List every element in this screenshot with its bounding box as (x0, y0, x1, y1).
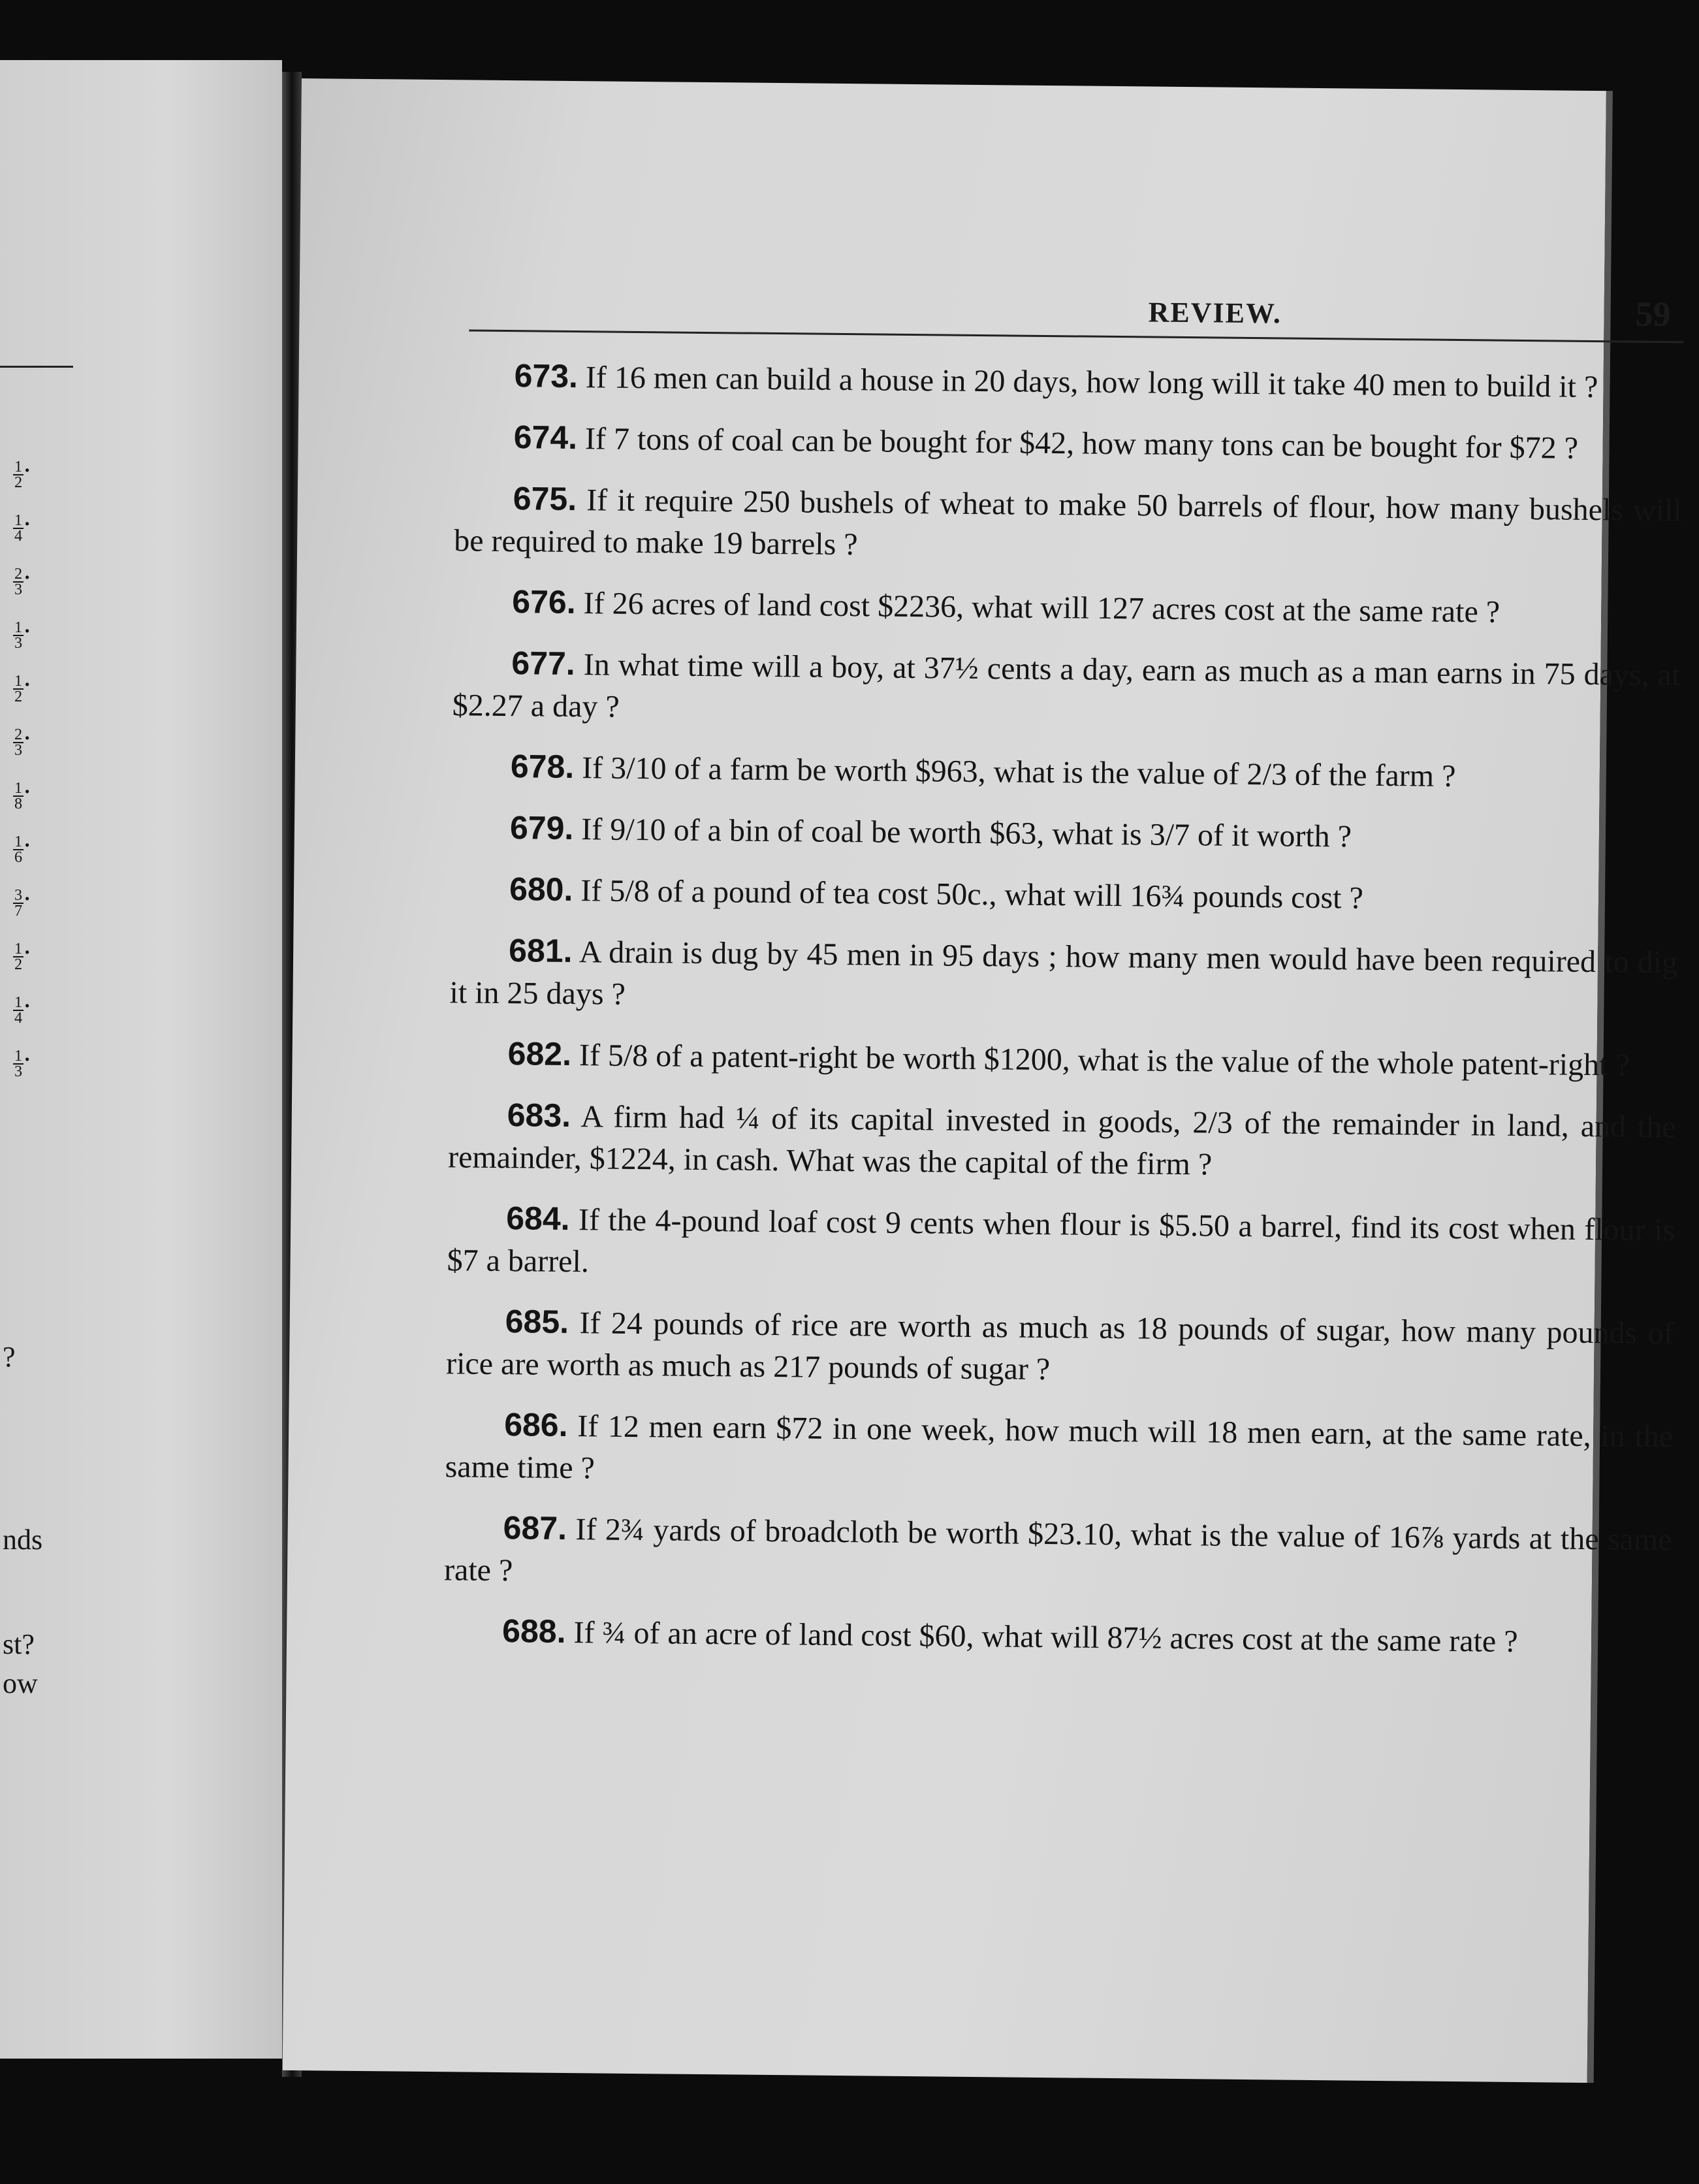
fraction-numerator: 1 (14, 940, 23, 957)
page-number: 59 (1635, 294, 1671, 334)
fraction-numerator: 1 (14, 511, 23, 529)
problem-text: In what time will a boy, at 37½ cents a day, earn as much as a man earns in 75 days, at $2.27 a day ? (452, 647, 1681, 724)
problem-number: 674. (513, 419, 578, 457)
problem-number: 680. (509, 871, 573, 908)
fraction-numerator: 2 (14, 726, 23, 743)
fraction-denominator: 2 (14, 687, 23, 705)
left-fraction: $\frac{1}{2}$ . (14, 660, 31, 705)
problem-text: If 16 men can build a house in 20 days, how long will it take 40 men to build it ? (577, 360, 1598, 405)
left-fraction: $\frac{1}{6}$ . (14, 821, 31, 866)
problem-item (448, 1093, 1676, 1190)
problem-text: A drain is dug by 45 men in 95 days ; how many men would have been required to dig it in 25 days ? (449, 935, 1678, 1012)
page-header (469, 282, 1697, 346)
problem-item (447, 1196, 1675, 1293)
problem-item (443, 1609, 1672, 1664)
fraction-numerator: 1 (14, 672, 23, 690)
problem-text: If 12 men earn $72 in one week, how much will 18 men earn, at the same rate, in the same time ? (445, 1409, 1674, 1486)
fraction-denominator: 3 (14, 1062, 23, 1080)
fraction-denominator: 3 (14, 741, 23, 759)
problem-number: 678. (510, 748, 575, 786)
left-fraction: $\frac{1}{3}$ . (14, 607, 31, 652)
problem-item (452, 745, 1680, 799)
problem-number: 684. (505, 1200, 570, 1238)
problem-text: A firm had ¼ of its capital invested in goods, 2/3 of the remainder in land, and the remainder, $1224, in cash. What was the capital of the firm ? (447, 1099, 1676, 1182)
problem-item (444, 1506, 1672, 1603)
fraction-numerator: 1 (14, 618, 23, 636)
problem-item (445, 1403, 1673, 1500)
problem-number: 685. (505, 1303, 569, 1341)
fraction-numerator: 1 (14, 833, 23, 850)
left-fraction: $\frac{1}{8}$ . (14, 767, 31, 812)
left-cut-text: ow (3, 1667, 38, 1699)
fraction-numerator: 1 (14, 1047, 23, 1065)
fraction-denominator: 4 (14, 526, 23, 545)
problem-item (455, 354, 1683, 409)
problem-item (451, 806, 1679, 861)
problem-item (446, 1300, 1674, 1396)
problem-number: 682. (507, 1035, 572, 1073)
problem-text: If the 4-pound loaf cost 9 cents when flour is $5.50 a barrel, find its cost when flour is $7 a barrel. (447, 1202, 1675, 1279)
header-rule (469, 329, 1683, 343)
problem-number: 683. (507, 1097, 571, 1134)
fraction-numerator: 3 (14, 886, 23, 904)
left-cut-text: nds (3, 1524, 43, 1556)
left-fraction: $\frac{2}{3}$ . (14, 714, 31, 759)
fraction-denominator: 2 (14, 473, 23, 491)
left-fraction: $\frac{2}{3}$ . (14, 553, 31, 598)
fraction-denominator: 4 (14, 1008, 23, 1027)
problem-number: 676. (512, 583, 576, 621)
left-fraction: $\frac{1}{4}$ . (14, 982, 31, 1027)
problem-text: If 5/8 of a pound of tea cost 50c., what will 16¾ pounds cost ? (573, 873, 1364, 916)
left-fraction: $\frac{1}{4}$ . (14, 500, 31, 545)
problem-item (453, 580, 1681, 635)
problem-text: If 9/10 of a bin of coal be worth $63, what is 3/7 of it worth ? (573, 812, 1352, 854)
fraction-numerator: 1 (14, 993, 23, 1011)
fraction-denominator: 3 (14, 580, 23, 598)
fraction-denominator: 3 (14, 634, 23, 652)
problem-text: If 26 acres of land cost $2236, what will 127 acres cost at the same rate ? (575, 586, 1501, 630)
fraction-numerator: 1 (14, 458, 23, 475)
problem-item (449, 929, 1677, 1025)
problem-item (452, 641, 1680, 738)
problem-item (454, 477, 1682, 573)
problem-number: 686. (503, 1406, 568, 1444)
fraction-numerator: 1 (14, 779, 23, 797)
left-fraction: $\frac{1}{2}$ . (14, 446, 31, 491)
running-head: REVIEW. (1148, 296, 1282, 330)
problem-item (449, 1032, 1677, 1087)
left-fraction: $\frac{1}{2}$ . (14, 928, 31, 973)
problem-text: If it require 250 bushels of wheat to make 50 barrels of flour, how many bushels will be required to make 19 barrels ? (453, 483, 1682, 562)
problem-text: If ¾ of an acre of land cost $60, what will 87½ acres cost at the same rate ? (565, 1614, 1518, 1659)
fraction-numerator: 2 (14, 565, 23, 583)
problem-text: If 24 pounds of rice are worth as much as 18 pounds of sugar, how many pounds of rice are worth as much as 217 pounds of sugar ? (445, 1306, 1674, 1387)
problem-item (451, 867, 1679, 922)
right-page (283, 78, 1682, 2083)
left-cut-text: ? (3, 1341, 16, 1373)
fraction-denominator: 2 (14, 955, 23, 973)
left-page-rule (0, 366, 73, 368)
problem-number: 679. (509, 809, 574, 847)
problem-text: If 5/8 of a patent-right be worth $1200, what is the value of the whole patent-right ? (571, 1038, 1630, 1083)
left-fraction: $\frac{1}{3}$ . (14, 1035, 31, 1080)
left-facing-page (0, 60, 282, 2059)
problem-number: 673. (514, 357, 579, 395)
problem-number: 677. (511, 645, 576, 682)
problem-number: 681. (508, 932, 573, 970)
problem-item (454, 415, 1683, 470)
problem-list (443, 354, 1683, 1682)
problem-number: 675. (513, 480, 577, 518)
fraction-denominator: 6 (14, 848, 23, 866)
problem-text: If 3/10 of a farm be worth $963, what is the value of 2/3 of the farm ? (573, 750, 1456, 794)
problem-text: If 7 tons of coal can be bought for $42, how many tons can be bought for $72 ? (577, 421, 1579, 466)
problem-number: 688. (501, 1613, 566, 1650)
problem-text: If 2¾ yards of broadcloth be worth $23.10, what is the value of 16⅞ yards at the same rate ? (443, 1512, 1672, 1588)
left-fraction: $\frac{3}{7}$ . (14, 875, 31, 920)
fraction-denominator: 7 (14, 901, 23, 920)
left-cut-text: st? (3, 1628, 35, 1660)
fraction-denominator: 8 (14, 794, 23, 812)
problem-number: 687. (503, 1509, 567, 1547)
